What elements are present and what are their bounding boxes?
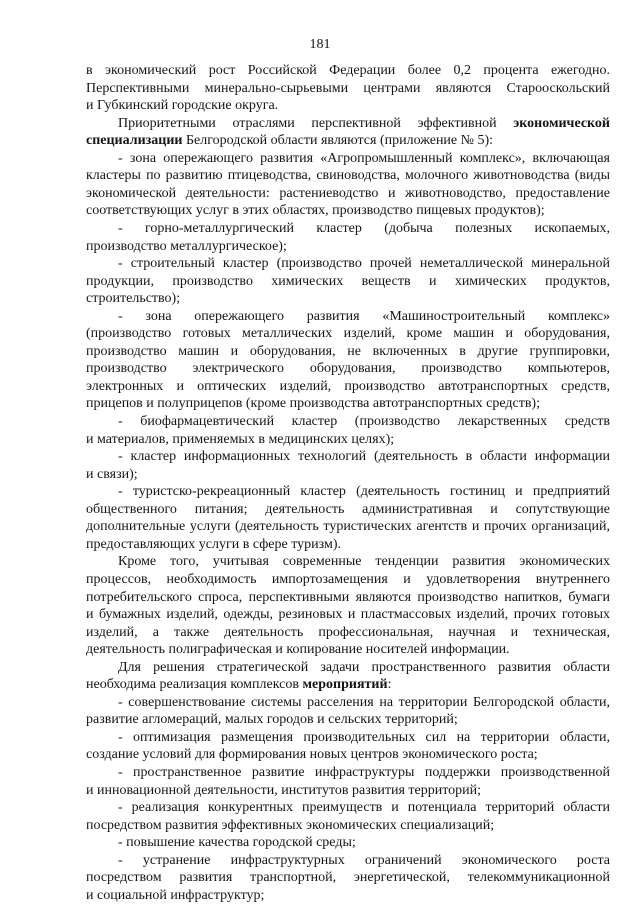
text-run: - зона опережающего развития «Агропромышленный комплекс», включающая — [118, 150, 610, 166]
text-run: - горно-металлургический кластер (добыча полезных ископаемых, — [118, 220, 610, 236]
text-run: и связи); — [86, 466, 138, 482]
text-line — [118, 115, 610, 132]
page-number: 181 — [309, 37, 331, 52]
text-line — [118, 150, 610, 167]
text-run: прицепов и полуприцепов (кроме производства автотранспортных средств); — [86, 396, 540, 412]
text-line — [86, 290, 610, 307]
text-line — [86, 518, 610, 535]
text-line — [86, 238, 610, 255]
text-run: продукции, производство химических веществ и химических продуктов, — [86, 273, 610, 289]
text-run: и инновационной деятельности, институтов развития территорий; — [86, 782, 482, 798]
text-line — [118, 448, 610, 465]
text-line — [86, 641, 610, 658]
bold-text: мероприятий — [302, 677, 388, 693]
text-line — [86, 501, 610, 518]
text-run: - оптимизация размещения производительных сил на территории области, — [118, 729, 610, 745]
text-line — [86, 711, 610, 728]
text-line — [86, 62, 610, 79]
text-line — [118, 659, 610, 676]
text-run: - биофармацевтический кластер (производство лекарственных средств — [118, 414, 610, 429]
text-run: Кроме того, учитывая современные тенденции развития экономических — [118, 554, 610, 570]
text-line — [86, 185, 610, 202]
text-run: предоставляющих услуги в сфере туризм). — [86, 536, 342, 552]
text-line — [86, 343, 610, 360]
text-run: производство металлургическое); — [86, 238, 287, 254]
text-run: - туристско-рекреационный кластер (деятельность гостиниц и предприятий — [118, 484, 610, 500]
text-run: посредством развития транспортной, энергетической, телекоммуникационной — [86, 870, 610, 886]
text-line — [86, 571, 610, 588]
bold-text: специализации — [86, 133, 183, 149]
text-run: - совершенствование системы расселения на территории Белгородской области, — [118, 694, 610, 710]
text-run: создание условий для формирования новых центров экономического роста; — [86, 747, 538, 763]
text-line — [86, 395, 610, 412]
text-line — [86, 97, 610, 114]
text-line — [86, 536, 610, 553]
text-line — [86, 273, 610, 290]
text-line — [118, 483, 610, 500]
text-line — [86, 80, 610, 97]
text-run: процессов, необходимость импортозамещения и удовлетворения внутреннего — [86, 571, 610, 587]
text-line — [86, 167, 610, 184]
text-line — [118, 255, 610, 272]
text-run: необходима реализация комплексов — [86, 677, 303, 693]
text-run: строительство); — [86, 291, 181, 307]
text-run: Белгородской области являются (приложение № 5): — [182, 133, 494, 149]
text-line — [86, 746, 610, 763]
text-run: дополнительные услуги (деятельность туристических агентств и прочих организаций, — [86, 519, 610, 535]
text-line — [86, 589, 610, 606]
text-line — [118, 834, 610, 851]
text-run: развитие агломераций, малых городов и сельских территорий; — [86, 712, 458, 728]
text-line — [86, 887, 610, 904]
text-line — [86, 202, 610, 219]
text-run: и бумажных изделий, одежды, резиновых и пластмассовых изделий, прочих готовых — [86, 607, 610, 623]
text-run: и материалов, применяемых в медицинских целях); — [86, 431, 395, 447]
text-run: деятельность полиграфическая и копирование носителей информации. — [86, 642, 510, 658]
text-line — [86, 869, 610, 886]
text-run: экономической деятельности: растениеводство и животноводство, предоставление — [86, 185, 610, 201]
text-line — [86, 782, 610, 799]
text-line — [86, 378, 610, 395]
text-run: потребительского спроса, перспективными являются производство напитков, бумаги — [86, 589, 610, 605]
text-run: электронных и оптических изделий, производство автотранспортных средств, — [86, 378, 610, 394]
text-run: и Губкинский городские округа. — [86, 98, 279, 114]
text-run: производство электрического оборудования, производство компьютеров, — [86, 361, 610, 377]
text-line — [118, 852, 610, 869]
text-line — [118, 764, 610, 781]
text-run: - зона опережающего развития «Машиностроительный комплекс» — [118, 308, 610, 324]
text-run: и социальной инфраструктур; — [86, 887, 265, 903]
text-run: - пространственное развитие инфраструктуры поддержки производственной — [118, 765, 610, 780]
bold-text: экономической — [513, 115, 610, 131]
text-line — [86, 325, 610, 342]
text-run: производство машин и оборудования, не включенных в другие группировки, — [86, 343, 610, 359]
text-run: общественного питания; деятельность административная и сопутствующие — [86, 501, 610, 517]
text-run: соответствующих услуг в этих областях, производство пищевых продуктов); — [86, 203, 545, 219]
text-run: - повышение качества городской среды; — [118, 835, 356, 851]
text-run: Приоритетными отраслями перспективной эффективной — [118, 115, 514, 131]
text-run: - реализация конкурентных преимуществ и потенциала территорий области — [118, 800, 610, 816]
text-run: - строительный кластер (производство прочей неметаллической минеральной — [118, 256, 610, 272]
text-run: в экономический рост Российской Федерации более 0,2 процента ежегодно. — [86, 63, 610, 78]
text-line — [86, 676, 610, 693]
text-run: : — [387, 677, 392, 693]
text-line — [86, 132, 610, 149]
text-run: кластеры по развитию птицеводства, свиноводства, молочного животноводства (виды — [86, 168, 610, 184]
text-line — [118, 413, 610, 430]
text-run: (производство готовых металлических изделий, кроме машин и оборудования, — [86, 326, 610, 342]
text-run: - устранение инфраструктурных ограничений экономического роста — [118, 852, 610, 868]
text-line — [86, 817, 610, 834]
text-run: Для решения стратегической задачи пространственного развития области — [118, 659, 610, 675]
text-run: Перспективными минерально-сырьевыми центрами являются Старооскольский — [86, 80, 610, 96]
text-run: посредством развития эффективных экономических специализаций; — [86, 817, 495, 833]
text-line — [118, 553, 610, 570]
text-line — [86, 360, 610, 377]
text-line — [118, 308, 610, 325]
text-line — [118, 694, 610, 711]
text-line — [118, 729, 610, 746]
text-line — [118, 799, 610, 816]
text-line — [86, 624, 610, 641]
text-line — [86, 466, 610, 483]
text-run: - кластер информационных технологий (деятельность в области информации — [118, 449, 610, 465]
text-run: изделий, а также деятельность профессиональная, научная и техническая, — [86, 624, 610, 640]
text-line — [118, 220, 610, 237]
text-line — [86, 606, 610, 623]
text-line — [86, 431, 610, 448]
